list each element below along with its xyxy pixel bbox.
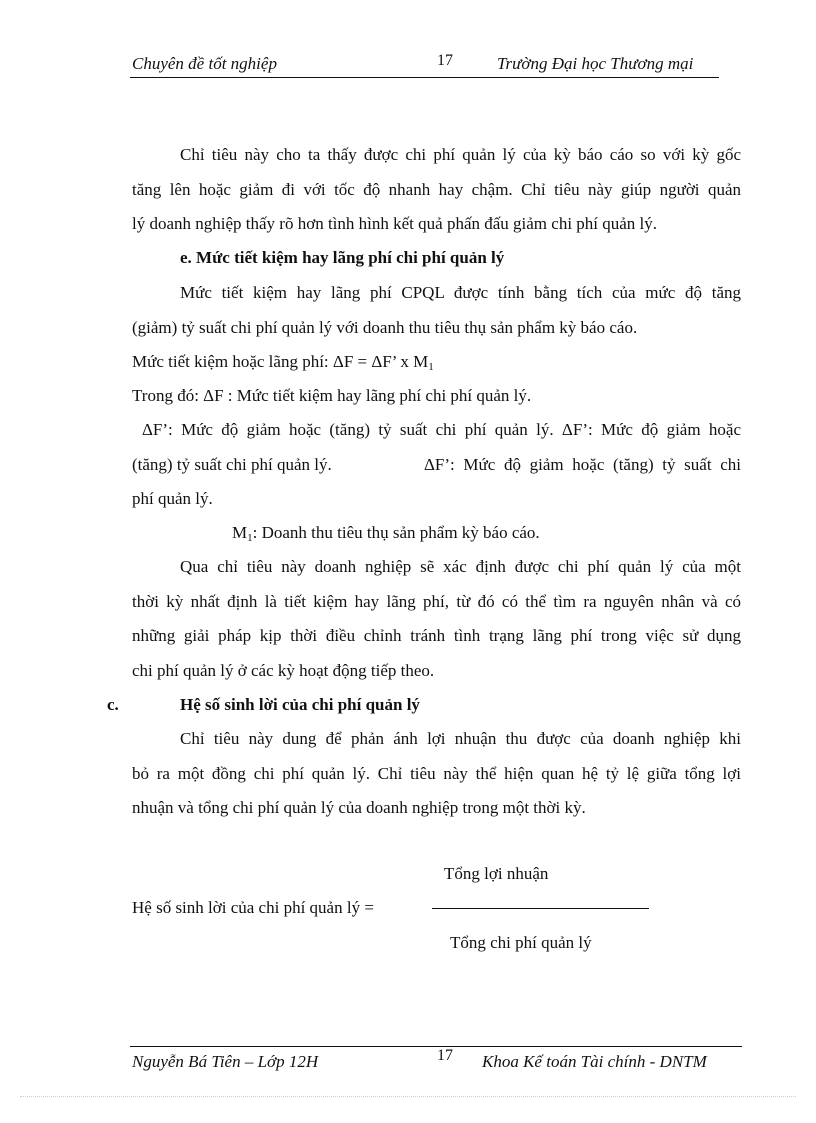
footer-page-number: 17 — [437, 1047, 453, 1064]
paragraph-line: Qua chỉ tiêu này doanh nghiệp sẽ xác định được chi phí quản lý của một — [180, 557, 741, 576]
paragraph-line: (giảm) tỷ suất chi phí quản lý với doanh thu tiêu thụ sản phẩm kỳ báo cáo. — [132, 318, 638, 337]
m1-definition — [232, 523, 540, 548]
formula-savings-subscript: 1 — [428, 361, 434, 373]
paragraph-line: bỏ ra một đồng chi phí quản lý. Chỉ tiêu này thể hiện quan hệ tỷ lệ giữa tổng lợi — [132, 764, 741, 783]
paragraph-line: những giải pháp kịp thời điều chỉnh tránh tình trạng lãng phí trong việc sử dụng — [132, 626, 741, 645]
section-heading-c-label: c. — [107, 695, 119, 714]
formula-definition: Trong đó: ΔF : Mức tiết kiệm hay lãng phí chi phí quản lý. — [132, 386, 532, 405]
paragraph-line: phí quản lý. — [132, 489, 213, 508]
paragraph-line: (tăng) tỷ suất chi phí quản lý. — [132, 455, 332, 474]
paragraph-line: ΔF’: Mức độ giảm hoặc (tăng) tỷ suất chi — [424, 455, 741, 474]
formula-savings-text: Mức tiết kiệm hoặc lãng phí: ΔF = ΔF’ x M — [132, 352, 429, 371]
paragraph-line: thời kỳ nhất định là tiết kiệm hay lãng phí, từ đó có thể tìm ra nguyên nhân và có — [132, 592, 741, 611]
header-right: Trường Đại học Thương mại — [497, 54, 694, 73]
paragraph-line: lý doanh nghiệp thấy rõ hơn tình hình kết quả phấn đấu giảm chi phí quản lý. — [132, 214, 658, 233]
formula-savings — [132, 352, 434, 377]
formula-denominator: Tổng chi phí quản lý — [450, 933, 592, 952]
paragraph-line: nhuận và tổng chi phí quản lý của doanh nghiệp trong một thời kỳ. — [132, 798, 586, 817]
page-edge-dotted-line — [20, 1096, 796, 1097]
section-heading-e-text: e. Mức tiết kiệm hay lãng phí chi phí quản lý — [180, 248, 505, 267]
paragraph-line: Chỉ tiêu này cho ta thấy được chi phí quản lý của kỳ báo cáo so với kỳ gốc — [180, 145, 741, 164]
section-heading-c-text: Hệ số sinh lời của chi phí quản lý — [180, 695, 420, 714]
paragraph-line: tăng lên hoặc giảm đi với tốc độ nhanh hay chậm. Chỉ tiêu này giúp người quản — [132, 180, 741, 199]
footer-left: Nguyễn Bá Tiên – Lớp 12H — [132, 1052, 319, 1071]
m1-subscript: 1 — [247, 532, 253, 544]
section-heading-e — [180, 248, 504, 268]
fraction-bar — [432, 908, 649, 909]
footer-rule — [130, 1046, 742, 1047]
m1-symbol: M — [232, 523, 248, 542]
header-rule — [130, 77, 719, 78]
paragraph-line: Mức tiết kiệm hay lãng phí CPQL được tính bằng tích của mức độ tăng — [180, 283, 741, 302]
paragraph-line: ΔF’: Mức độ giảm hoặc (tăng) tỷ suất chi phí quản lý. ΔF’: Mức độ giảm hoặc — [142, 420, 741, 439]
section-heading-c — [180, 695, 420, 715]
footer-right: Khoa Kế toán Tài chính - DNTM — [482, 1052, 707, 1071]
paragraph-line: Chỉ tiêu này dung để phản ánh lợi nhuận thu được của doanh nghiệp khi — [180, 729, 741, 748]
formula-lhs: Hệ số sinh lời của chi phí quản lý = — [132, 898, 374, 917]
header-left: Chuyên đề tốt nghiệp — [132, 54, 277, 73]
header-page-number: 17 — [437, 52, 453, 69]
m1-text: : Doanh thu tiêu thụ sản phẩm kỳ báo cáo. — [252, 523, 540, 542]
formula-numerator: Tổng lợi nhuận — [444, 864, 549, 883]
paragraph-line: chi phí quản lý ở các kỳ hoạt động tiếp theo. — [132, 661, 435, 680]
